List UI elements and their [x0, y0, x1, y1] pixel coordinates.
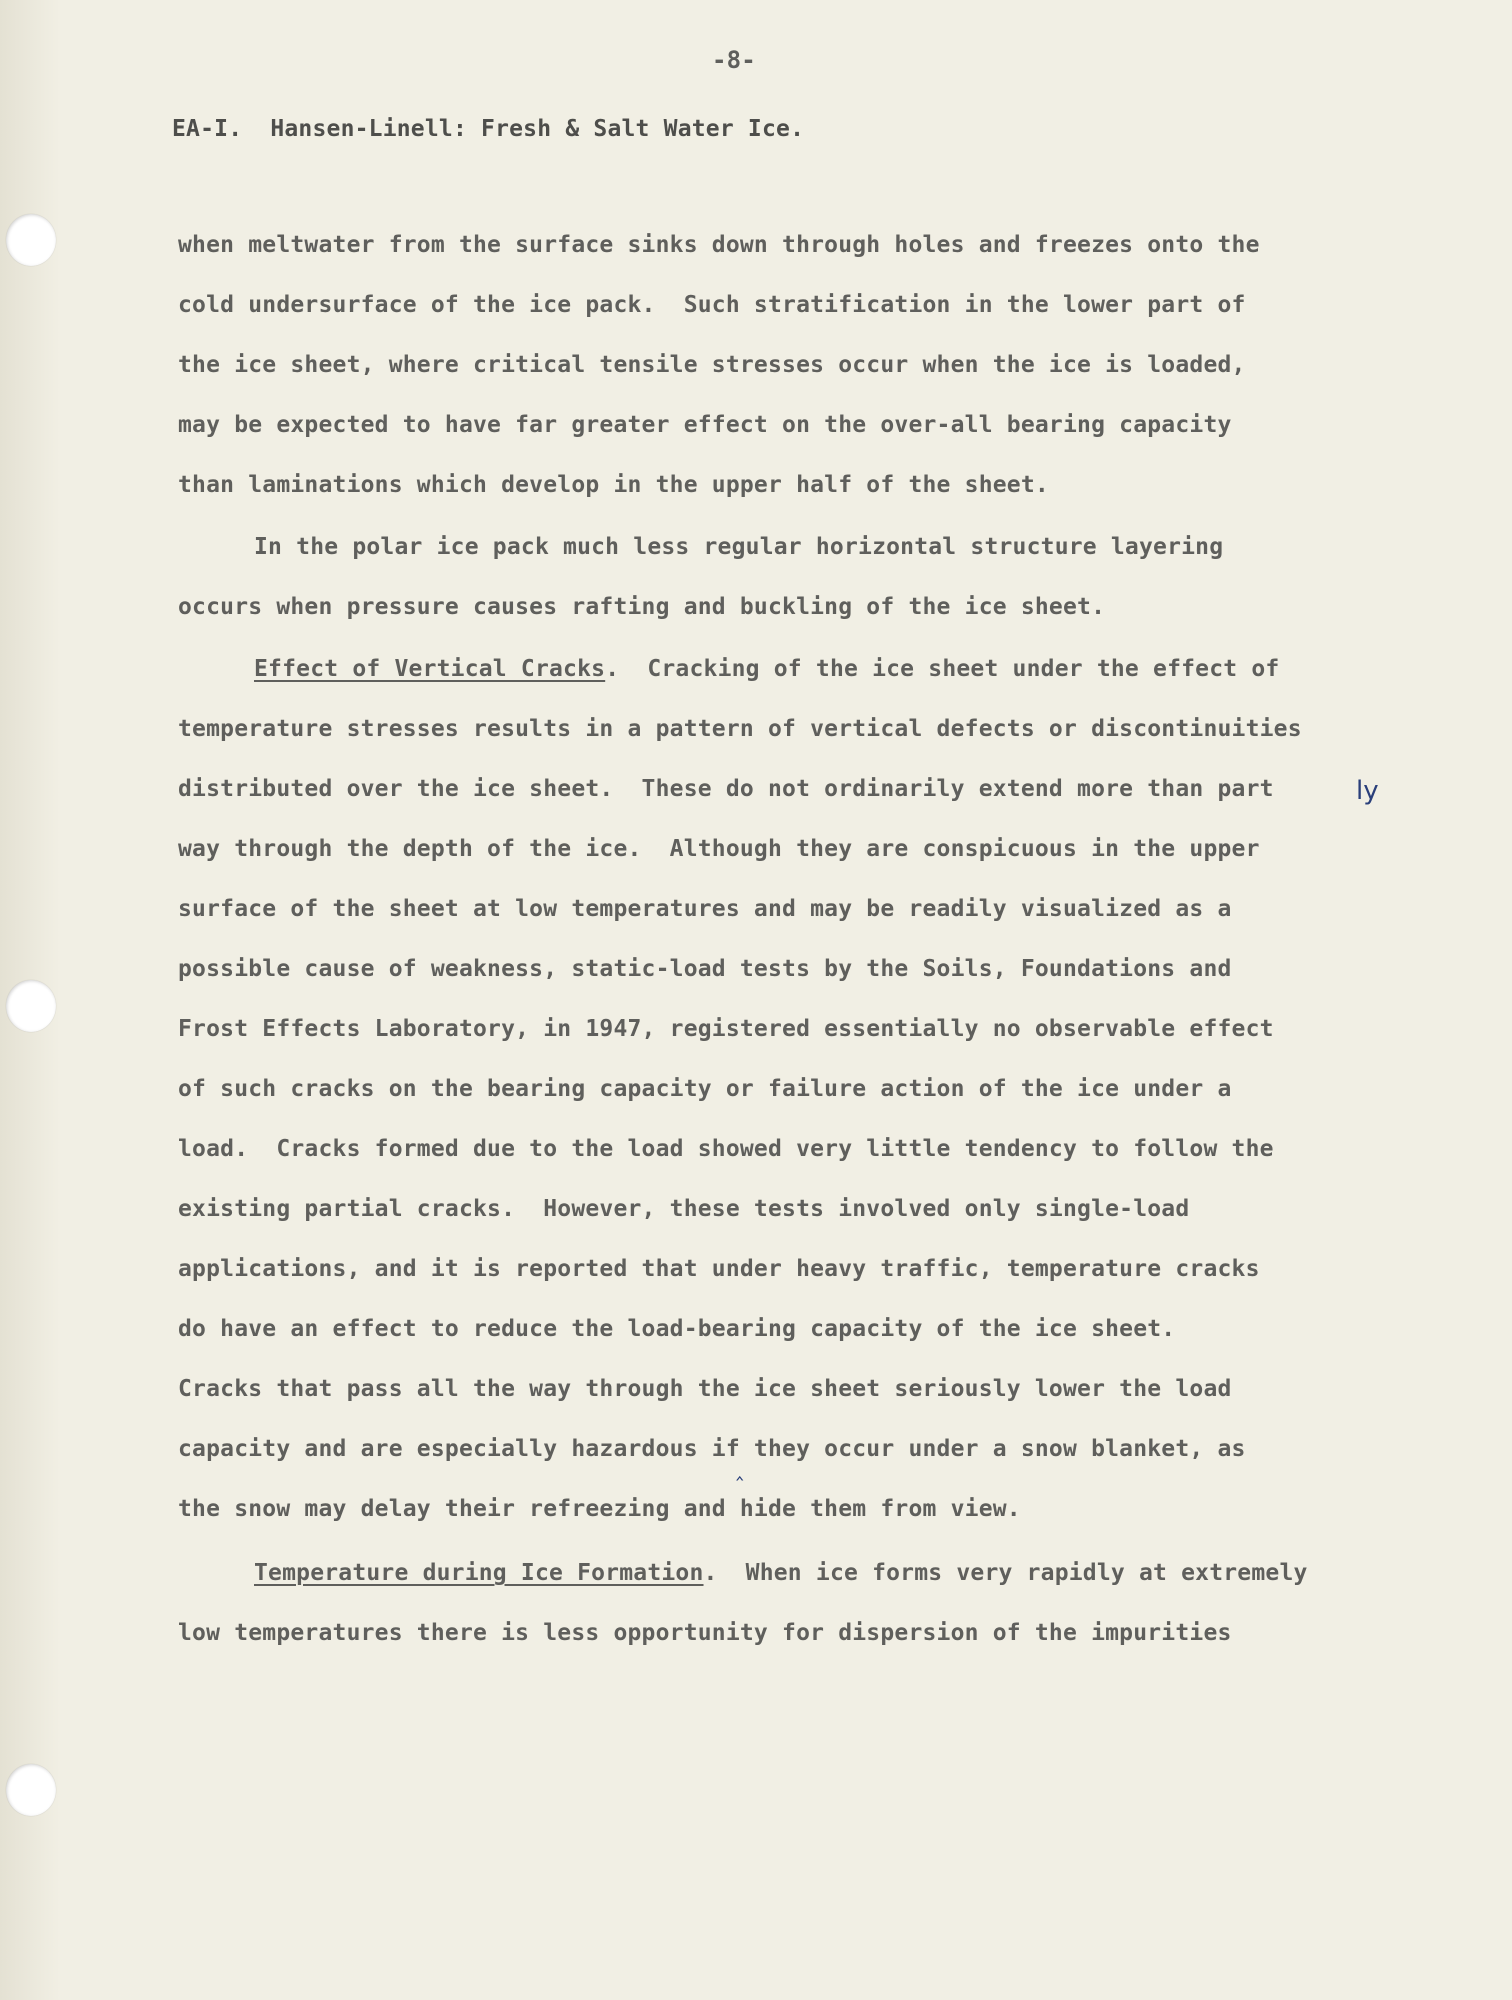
text-line: occurs when pressure causes rafting and buckling of the ice sheet.	[178, 594, 1106, 620]
text-line: the snow may delay their refreezing and hide them from view.	[178, 1496, 1021, 1522]
text-line: capacity and are especially hazardous if they occur under a snow blanket, as	[178, 1436, 1246, 1462]
section-first-line	[254, 1560, 1308, 1586]
text-line: applications, and it is reported that under heavy traffic, temperature cracks	[178, 1256, 1260, 1282]
text-line: existing partial cracks. However, these tests involved only single-load	[178, 1196, 1190, 1222]
running-head: EA-I. Hansen-Linell: Fresh & Salt Water Ice.	[172, 116, 805, 142]
text-line: surface of the sheet at low temperatures and may be readily visualized as a	[178, 896, 1232, 922]
text-line: load. Cracks formed due to the load showed very little tendency to follow the	[178, 1136, 1274, 1162]
text-line: may be expected to have far greater effect on the over-all bearing capacity	[178, 412, 1232, 438]
binder-hole-middle	[6, 980, 56, 1032]
text-line: temperature stresses results in a pattern of vertical defects or discontinuities	[178, 716, 1302, 742]
text-line: of such cracks on the bearing capacity or failure action of the ice under a	[178, 1076, 1232, 1102]
caret-insertion-mark: ‸	[736, 1456, 744, 1481]
handwritten-insertion: ly	[1356, 776, 1379, 806]
binder-hole-bottom	[6, 1764, 56, 1816]
text-line: possible cause of weakness, static-load tests by the Soils, Foundations and	[178, 956, 1232, 982]
text-line: when meltwater from the surface sinks down through holes and freezes onto the	[178, 232, 1260, 258]
text-line: distributed over the ice sheet. These do not ordinarily extend more than part	[178, 776, 1274, 802]
text-run: . Cracking of the ice sheet under the effect of	[605, 656, 1280, 682]
text-line: the ice sheet, where critical tensile stresses occur when the ice is loaded,	[178, 352, 1246, 378]
section-first-line	[254, 656, 1279, 682]
text-run: . When ice forms very rapidly at extremely	[703, 1560, 1308, 1586]
text-line: do have an effect to reduce the load-bearing capacity of the ice sheet.	[178, 1316, 1176, 1342]
text-line: cold undersurface of the ice pack. Such stratification in the lower part of	[178, 292, 1246, 318]
section-heading-vertical-cracks: Effect of Vertical Cracks	[254, 656, 606, 682]
page-number: -8-	[712, 46, 756, 74]
text-line: than laminations which develop in the upper half of the sheet.	[178, 472, 1049, 498]
binder-hole-top	[6, 214, 56, 266]
text-line: Cracks that pass all the way through the ice sheet seriously lower the load	[178, 1376, 1232, 1402]
text-line: Frost Effects Laboratory, in 1947, registered essentially no observable effect	[178, 1016, 1274, 1042]
text-line: way through the depth of the ice. Although they are conspicuous in the upper	[178, 836, 1260, 862]
text-line: low temperatures there is less opportunity for dispersion of the impurities	[178, 1620, 1232, 1646]
section-heading-temperature: Temperature during Ice Formation	[254, 1560, 704, 1586]
text-line: In the polar ice pack much less regular horizontal structure layering	[254, 534, 1224, 560]
